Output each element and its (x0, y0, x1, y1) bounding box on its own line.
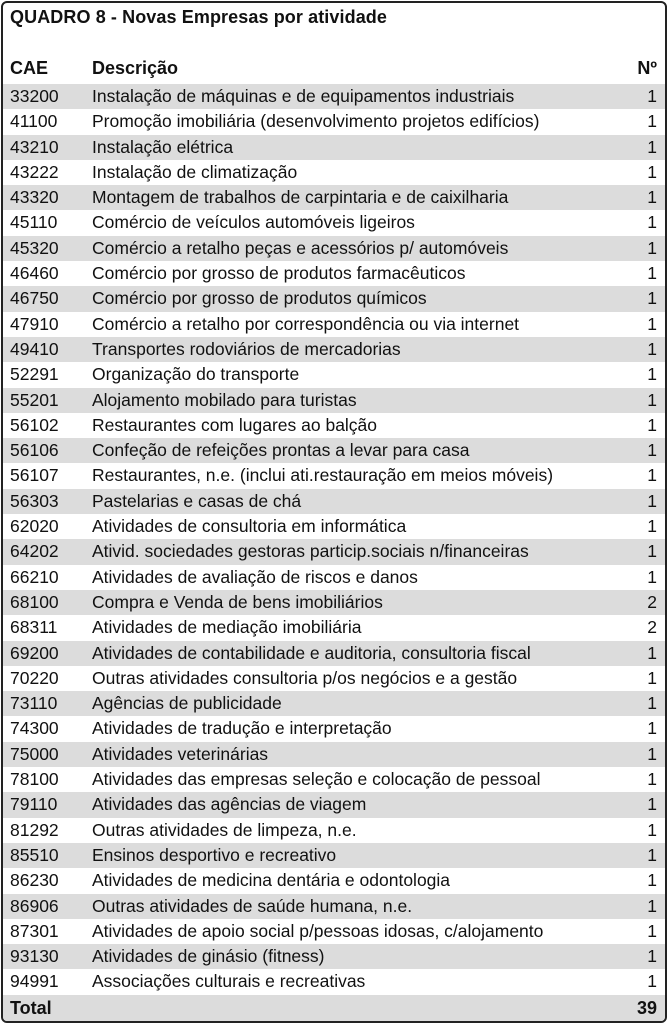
row-description: Outras atividades de limpeza, n.e. (92, 819, 357, 840)
row-count: 1 (647, 288, 657, 309)
header-descricao: Descrição (92, 58, 179, 78)
row-cae: 64202 (10, 541, 59, 562)
table-row (3, 944, 665, 969)
row-description: Agências de publicidade (92, 693, 282, 714)
table-row (3, 565, 665, 590)
table-row (3, 286, 665, 311)
row-description: Outras atividades de saúde humana, n.e. (92, 895, 413, 916)
row-count: 1 (647, 237, 657, 258)
table-row (3, 84, 665, 109)
row-count: 1 (647, 465, 657, 486)
row-count: 1 (647, 187, 657, 208)
row-description: Instalação de máquinas e de equipamentos industriais (92, 86, 515, 106)
row-description: Atividades de ginásio (fitness) (92, 946, 325, 967)
row-count: 1 (647, 111, 657, 132)
row-count: 1 (647, 440, 657, 461)
table-row (3, 388, 665, 413)
row-cae: 45320 (10, 237, 59, 258)
row-description: Ensinos desportivo e recreativo (92, 844, 337, 865)
row-description: Instalação elétrica (92, 136, 234, 157)
row-cae: 70220 (10, 667, 59, 688)
row-description: Montagem de trabalhos de carpintaria e de caixilharia (92, 187, 509, 208)
row-cae: 62020 (10, 516, 59, 537)
row-count: 1 (647, 971, 657, 992)
row-cae: 81292 (10, 819, 59, 840)
row-cae: 79110 (10, 794, 58, 815)
row-cae: 43210 (10, 136, 59, 157)
row-count: 1 (647, 946, 657, 967)
row-count: 1 (647, 566, 657, 587)
row-cae: 52291 (10, 364, 59, 385)
row-cae: 43222 (10, 161, 59, 182)
table-row (3, 362, 665, 387)
row-cae: 55201 (10, 389, 59, 410)
table-frame (1, 1, 667, 1023)
total-row (3, 995, 665, 1021)
row-cae: 86906 (10, 895, 59, 916)
row-count: 1 (647, 769, 657, 790)
row-description: Atividades de contabilidade e auditoria, consultoria fiscal (92, 642, 531, 663)
row-count: 2 (647, 591, 657, 612)
row-description: Atividades veterinárias (92, 743, 269, 764)
row-description: Ativid. sociedades gestoras particip.sociais n/financeiras (92, 541, 529, 562)
row-count: 1 (647, 819, 657, 840)
row-count: 1 (647, 718, 657, 739)
row-description: Alojamento mobilado para turistas (92, 389, 357, 410)
row-cae: 47910 (10, 313, 59, 334)
row-count: 1 (647, 338, 657, 359)
table-row (3, 666, 665, 691)
row-cae: 73110 (10, 693, 58, 714)
row-count: 2 (647, 617, 657, 638)
table-row (3, 236, 665, 261)
row-description: Atividades de consultoria em informática (92, 516, 407, 537)
row-description: Restaurantes com lugares ao balção (92, 414, 378, 435)
row-description: Atividades das agências de viagem (92, 794, 367, 815)
row-count: 1 (647, 86, 657, 106)
table-row (3, 767, 665, 792)
row-cae: 86230 (10, 870, 59, 891)
table-row (3, 438, 665, 463)
row-cae: 56107 (10, 465, 59, 486)
row-description: Instalação de climatização (92, 161, 298, 182)
table-row (3, 843, 665, 868)
table-row (3, 615, 665, 640)
row-count: 1 (647, 642, 657, 663)
table-body (3, 84, 665, 995)
row-description: Atividades de mediação imobiliária (92, 617, 362, 638)
row-description: Pastelarias e casas de chá (92, 490, 302, 511)
row-description: Comércio a retalho por correspondência ou via internet (92, 313, 520, 334)
row-count: 1 (647, 920, 657, 941)
row-count: 1 (647, 667, 657, 688)
row-cae: 45110 (10, 212, 58, 233)
row-cae: 87301 (10, 920, 59, 941)
row-cae: 56102 (10, 414, 59, 435)
table-row (3, 413, 665, 438)
row-count: 1 (647, 414, 657, 435)
row-count: 1 (647, 136, 657, 157)
table-row (3, 590, 665, 615)
row-count: 1 (647, 364, 657, 385)
table-row (3, 514, 665, 539)
row-cae: 74300 (10, 718, 59, 739)
row-cae: 93130 (10, 946, 59, 967)
table-row (3, 868, 665, 893)
table-row (3, 641, 665, 666)
table-row (3, 489, 665, 514)
row-count: 1 (647, 313, 657, 334)
row-description: Comércio de veículos automóveis ligeiros (92, 212, 415, 233)
row-description: Associações culturais e recreativas (92, 971, 366, 992)
header-numero: Nº (637, 58, 657, 78)
row-count: 1 (647, 895, 657, 916)
row-cae: 78100 (10, 769, 59, 790)
row-description: Comércio a retalho peças e acessórios p/ automóveis (92, 237, 509, 258)
table-title: QUADRO 8 - Novas Empresas por atividade (10, 7, 388, 27)
row-cae: 68100 (10, 591, 59, 612)
table-row (3, 312, 665, 337)
row-cae: 68311 (10, 617, 58, 638)
row-count: 1 (647, 516, 657, 537)
row-cae: 33200 (10, 86, 59, 106)
row-count: 1 (647, 693, 657, 714)
row-description: Atividades de avaliação de riscos e danos (92, 566, 418, 587)
row-cae: 56303 (10, 490, 59, 511)
row-description: Atividades das empresas seleção e colocação de pessoal (92, 769, 541, 790)
table-row (3, 337, 665, 362)
row-description: Comércio por grosso de produtos farmacêuticos (92, 263, 466, 284)
row-cae: 66210 (10, 566, 59, 587)
table-row (3, 919, 665, 944)
row-count: 1 (647, 161, 657, 182)
row-description: Atividades de tradução e interpretação (92, 718, 392, 739)
table-row (3, 716, 665, 741)
table-row (3, 463, 665, 488)
table-row (3, 792, 665, 817)
table-row (3, 135, 665, 160)
table-row (3, 261, 665, 286)
table-row (3, 894, 665, 919)
table-row (3, 160, 665, 185)
row-count: 1 (647, 743, 657, 764)
row-cae: 56106 (10, 440, 59, 461)
row-cae: 69200 (10, 642, 59, 663)
header-cae: CAE (10, 58, 49, 78)
table-row (3, 109, 665, 134)
row-description: Atividades de medicina dentária e odontologia (92, 870, 451, 891)
row-count: 1 (647, 490, 657, 511)
row-count: 1 (647, 870, 657, 891)
row-cae: 46750 (10, 288, 59, 309)
total-value: 39 (636, 998, 657, 1018)
row-cae: 46460 (10, 263, 59, 284)
row-description: Transportes rodoviários de mercadorias (92, 338, 401, 359)
table-row (3, 818, 665, 843)
row-count: 1 (647, 212, 657, 233)
row-description: Comércio por grosso de produtos químicos (92, 288, 427, 309)
row-count: 1 (647, 541, 657, 562)
row-cae: 75000 (10, 743, 59, 764)
table-header (3, 58, 665, 84)
row-cae: 94991 (10, 971, 59, 992)
row-cae: 43320 (10, 187, 59, 208)
table-row (3, 185, 665, 210)
row-description: Outras atividades consultoria p/os negócios e a gestão (92, 667, 518, 688)
total-label: Total (10, 998, 52, 1018)
row-count: 1 (647, 844, 657, 865)
row-cae: 41100 (10, 111, 58, 132)
row-cae: 85510 (10, 844, 59, 865)
table-row (3, 969, 665, 994)
row-count: 1 (647, 389, 657, 410)
row-description: Promoção imobiliária (desenvolvimento projetos edifícios) (92, 111, 540, 132)
table-row (3, 539, 665, 564)
table-row (3, 691, 665, 716)
row-description: Compra e Venda de bens imobiliários (92, 591, 383, 612)
row-description: Atividades de apoio social p/pessoas idosas, c/alojamento (92, 920, 544, 941)
row-cae: 49410 (10, 338, 59, 359)
row-description: Organização do transporte (92, 364, 300, 385)
table-row (3, 210, 665, 235)
row-description: Restaurantes, n.e. (inclui ati.restauração em meios móveis) (92, 465, 554, 486)
row-description: Confeção de refeições prontas a levar para casa (92, 440, 470, 461)
table-row (3, 742, 665, 767)
row-count: 1 (647, 794, 657, 815)
row-count: 1 (647, 263, 657, 284)
